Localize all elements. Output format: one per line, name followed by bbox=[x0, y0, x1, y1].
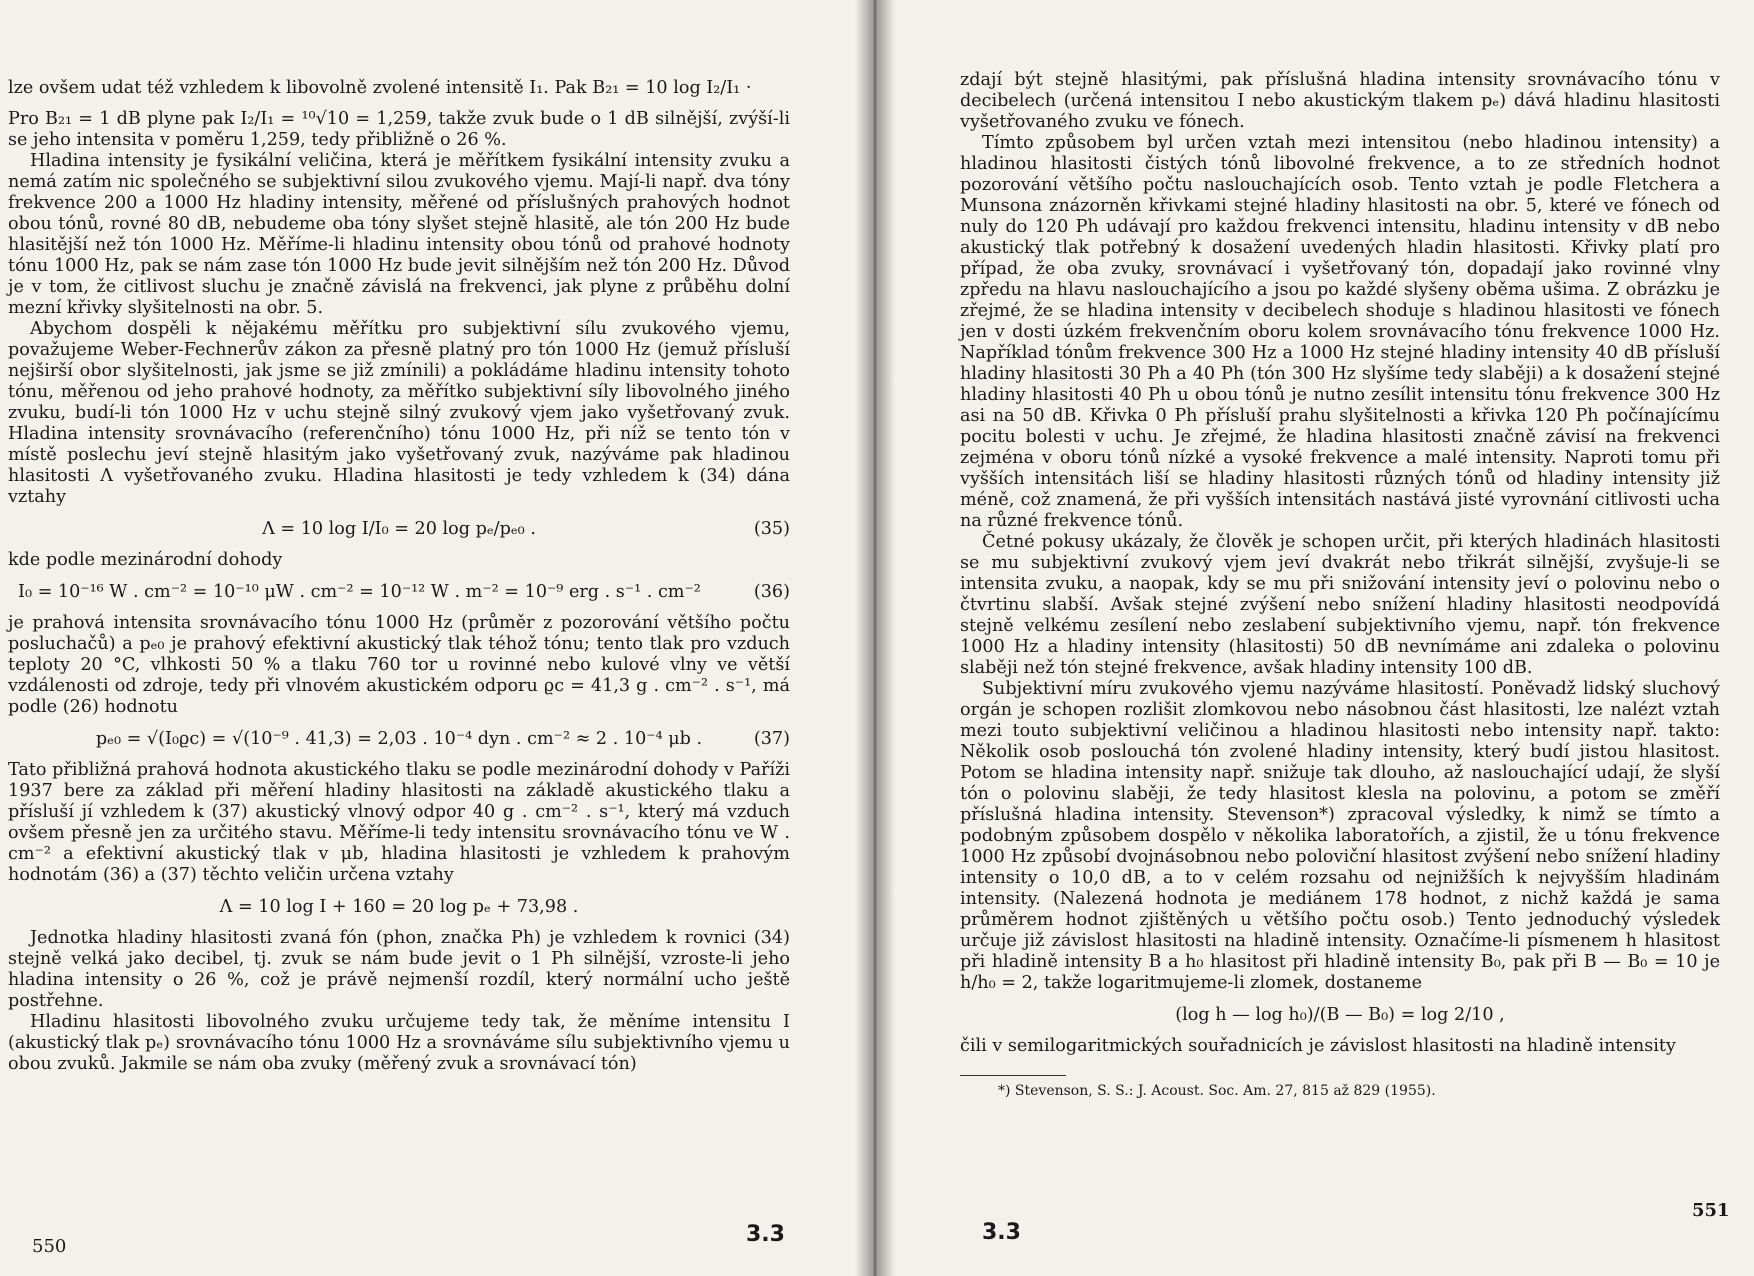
footnote: *) Stevenson, S. S.: J. Acoust. Soc. Am. 27, 815 až 829 (1955). bbox=[998, 1083, 1436, 1099]
footnote-rule bbox=[960, 1075, 1066, 1076]
equation-38-body: Λ = 10 log I + 160 = 20 log pₑ + 73,98 . bbox=[219, 897, 579, 917]
left-para-phon: Jednotka hladiny hlasitosti zvaná fón (phon, značka Ph) je vzhledem k rovnici (34) stejně velká jako decibel, tj. zvuk se nám bude jevit o 1 Ph silnější, vzroste-li jeho hladina intensity o 26 %, což je právě nejmenší rozdíl, který normální ucho ještě postřehne. bbox=[8, 928, 790, 1011]
book-gutter-shadow bbox=[855, 0, 895, 1276]
right-para-1: zdají být stejně hlasitými, pak příslušná hladina intensity srovnávacího tónu v decibelech (určená intensitou I nebo akustickým tlakem pₑ) dává hladinu hlasitosti vyšetřovaného zvuku ve fónech. bbox=[960, 70, 1720, 132]
equation-35-number: (35) bbox=[753, 519, 790, 539]
left-para-2: Hladina intensity je fysikální veličina, která je měřítkem fysikální intensity zvuku a nemá zatím nic společného se subjektivní silou zvukového vjemu. Mají-li např. dva tóny frekvence 200 a 1000 Hz hladiny intensity, měřené od příslušných prahových hodnot obou tónů, rovné 80 dB, nebudeme oba tóny slyšet stejně hlasitě, ale tón 200 Hz bude hlasitější než tón 1000 Hz. Měříme-li hladinu intensity obou tónů od prahové hodnoty tónu 1000 Hz, pak se nám zase tón 1000 Hz bude jevit silnějším než tón 200 Hz. Důvod je v tom, že citlivost sluchu je značně závislá na frekvenci, jak plyne z průběhu dolní mezní křivky slyšitelnosti na obr. 5. bbox=[8, 151, 790, 318]
left-para-1: Pro B₂₁ = 1 dB plyne pak I₂/I₁ = ¹⁰√10 = 1,259, takže zvuk bude o 1 dB silnější, zvýší-li se jeho intensita v poměru 1,259, tedy přibližně o 26 %. bbox=[8, 109, 790, 150]
left-page bbox=[0, 0, 874, 1276]
equation-36 bbox=[8, 581, 790, 603]
equation-38 bbox=[8, 896, 790, 918]
left-para-3: Abychom dospěli k nějakému měřítku pro subjektivní sílu zvukového vjemu, považujeme Weber-Fechnerův zákon za přesně platný pro tón 1000 Hz (jemuž přísluší nejširší obor slyšitelnosti, jak jsme se již zmínili) a pokládáme hladinu intensity tohoto tónu, měřenou od jeho prahové hodnoty, za měřítko subjektivní síly libovolného jiného zvuku, budí-li tón 1000 Hz v uchu stejně silný zvukový vjem jako vyšetřovaný zvuk. Hladina intensity srovnávacího (referenčního) tónu 1000 Hz, při níž se tento tón v místě poslechu jeví stejně hlasitým jako vyšetřovaný zvuk, nazýváme pak hladinou hlasitosti Λ vyšetřovaného zvuku. Hladina hlasitosti je tedy vzhledem k (34) dána vztahy bbox=[8, 319, 790, 507]
equation-37-body: pₑ₀ = √(I₀ϱc) = √(10⁻⁹ . 41,3) = 2,03 . 10⁻⁴ dyn . cm⁻² ≈ 2 . 10⁻⁴ μb . bbox=[95, 729, 703, 749]
equation-36-body: I₀ = 10⁻¹⁶ W . cm⁻² = 10⁻¹⁰ μW . cm⁻² = 10⁻¹² W . m⁻² = 10⁻⁹ erg . s⁻¹ . cm⁻² bbox=[18, 582, 701, 602]
left-para-37: Tato přibližná prahová hodnota akustického tlaku se podle mezinárodní dohody v Paříži 1937 bere za základ při měření hladiny hlasitosti na základě akustického tlaku a přísluší jí vzhledem k (37) akustický vlnový odpor 40 g . cm⁻² . s⁻¹, který má vzduch ovšem přesně jen za určitého stavu. Měříme-li tedy intensitu srovnávacího tónu ve W . cm⁻² a efektivní akustický tlak v μb, hladina hlasitosti je vzhledem k prahovým hodnotám (36) a (37) těchto veličin určena vztahy bbox=[8, 760, 790, 885]
left-para-last: Hladinu hlasitosti libovolného zvuku určujeme tedy tak, že měníme intensitu I (akustický tlak pₑ) srovnávacího tónu 1000 Hz a srovnáváme sílu subjektivního vjemu u obou zvuků. Jakmile se nám oba zvuky (měřený zvuk a srovnávací tón) bbox=[8, 1012, 790, 1074]
left-line-1: lze ovšem udat též vzhledem k libovolně zvolené intensitě I₁. Pak B₂₁ = 10 log I₂/I₁ · bbox=[8, 78, 752, 98]
left-after-35: kde podle mezinárodní dohody bbox=[8, 550, 283, 570]
right-section-number: 3.3 bbox=[982, 1220, 1021, 1245]
equation-37-number: (37) bbox=[753, 729, 790, 749]
left-page-number: 550 bbox=[32, 1236, 67, 1257]
right-page-number: 551 bbox=[1692, 1200, 1730, 1221]
equation-35 bbox=[8, 518, 790, 540]
left-section-number: 3.3 bbox=[746, 1222, 785, 1247]
right-para-3: Četné pokusy ukázaly, že člověk je schopen určit, při kterých hladinách hlasitosti se mu subjektivní zvukový vjem jeví dvakrát nebo třikrát silnější, zvyšuje-li se intensita zvuku, a naopak, kdy se mu při snižování intensity jeví o polovinu nebo o čtvrtinu slabší. Avšak stejné zvýšení nebo snížení hladiny hlasitosti neodpovídá stejně velkému zesílení nebo zeslabení subjektivního vjemu, např. tón frekvence 1000 Hz a hladiny intensity (hlasitosti) 50 dB nevnímáme ani zdaleka o polovinu slaběji než tón stejné frekvence, avšak hladiny intensity 100 dB. bbox=[960, 532, 1720, 678]
equation-37 bbox=[8, 728, 790, 750]
equation-log-ratio-body: (log h — log h₀)/(B — B₀) = log 2/10 , bbox=[1175, 1005, 1505, 1025]
equation-35-body: Λ = 10 log I/I₀ = 20 log pₑ/pₑ₀ . bbox=[262, 519, 536, 539]
right-page bbox=[874, 0, 1754, 1276]
right-para-4: Subjektivní míru zvukového vjemu nazýváme hlasitostí. Poněvadž lidský sluchový orgán je schopen rozlišit zlomkovou nebo násobnou část hlasitosti, lze nalézt vztah mezi touto subjektivní veličinou a hladinou hlasitosti nebo intensity např. takto: Několik osob poslouchá tón zvolené hladiny intensity, který budí jistou hlasitost. Potom se hladina intensity např. snižuje tak dlouho, až naslouchající udají, že slyší tón o polovinu slaběji, že tedy hlasitost klesla na polovinu, a potom se změří příslušná hladina intensity. Stevenson*) zpracoval výsledky, k nimž se tímto a podobným způsobem dospělo v několika laboratořích, a zjistil, že u tónu frekvence 1000 Hz způsobí dvojnásobnou nebo poloviční hlasitost zvýšení nebo snížení hladiny intensity o 10,0 dB, a to v celém rozsahu od nejnižších k nejvyšším hladinám intensity. (Nalezená hodnota je mediánem 178 hodnot, z nichž každá je sama průměrem hodnot zjištěných u většího počtu osob.) Tento jednoduchý výsledek určuje již závislost hlasitosti na hladině intensity. Označíme-li písmenem h hlasitost při hladině intensity B a h₀ hlasitost při hladině intensity B₀, pak při B — B₀ = 10 je h/h₀ = 2, takže logaritmujeme-li zlomek, dostaneme bbox=[960, 679, 1720, 993]
left-para-36: je prahová intensita srovnávacího tónu 1000 Hz (průměr z pozorování většího počtu posluchačů) a pₑ₀ je prahový efektivní akustický tlak téhož tónu; tento tlak pro vzduch teploty 20 °C, vlhkosti 50 % a tlaku 760 tor u rovinné nebo kulové vlny ve větší vzdálenosti od zdroje, tedy při vlnovém akustickém odporu ϱc = 41,3 g . cm⁻² . s⁻¹, má podle (26) hodnotu bbox=[8, 613, 790, 717]
equation-log-ratio bbox=[960, 1004, 1720, 1026]
equation-36-number: (36) bbox=[753, 582, 790, 602]
right-para-2: Tímto způsobem byl určen vztah mezi intensitou (nebo hladinou intensity) a hladinou hlasitosti čistých tónů libovolné frekvence, a to ze středních hodnot pozorování většího počtu naslouchajících osob. Tento vztah je podle Fletchera a Munsona znázorněn křivkami stejné hladiny hlasitosti na obr. 5, které ve fónech od nuly do 120 Ph udávají pro každou frekvenci intensitu, hladinu intensity v dB nebo akustický tlak potřebný k dosažení uvedených hladin hlasitosti. Křivky platí pro případ, že oba zvuky, srovnávací i vyšetřovaný tón, dopadají jako rovinné vlny zpředu na hlavu naslouchajícího a jsou po každé slyšeny oběma ušima. Z obrázku je zřejmé, že se hladina intensity v decibelech shoduje s hladinou hlasitosti ve fónech jen v dosti úzkém frekvenčním oboru kolem srovnávacího tónu frekvence 1000 Hz. Například tónům frekvence 300 Hz a 1000 Hz stejné hladiny intensity 40 dB přísluší hladiny hlasitosti 30 Ph a 40 Ph (tón 300 Hz slyšíme tedy slaběji) a k dosažení stejné hladiny hlasitosti 40 Ph u obou tónů je nutno zesílit intensitu tónu frekvence 300 Hz asi na 50 dB. Křivka 0 Ph přísluší prahu slyšitelnosti a křivka 120 Ph počínajícímu pocitu bolesti v uchu. Je zřejmé, že hladina hlasitosti značně závisí na frekvenci zejména v oboru tónů nízké a vysoké frekvence a malé intensity. Naproti tomu při vyšších intensitách liší se hladiny hlasitosti různých tónů od hladiny intensity již méně, což znamená, že při vyšších intensitách nastává jisté vyrovnání citlivosti ucha na různé frekvence tónů. bbox=[960, 133, 1720, 531]
right-para-5: čili v semilogaritmických souřadnicích je závislost hlasitosti na hladině intensity bbox=[960, 1036, 1676, 1056]
